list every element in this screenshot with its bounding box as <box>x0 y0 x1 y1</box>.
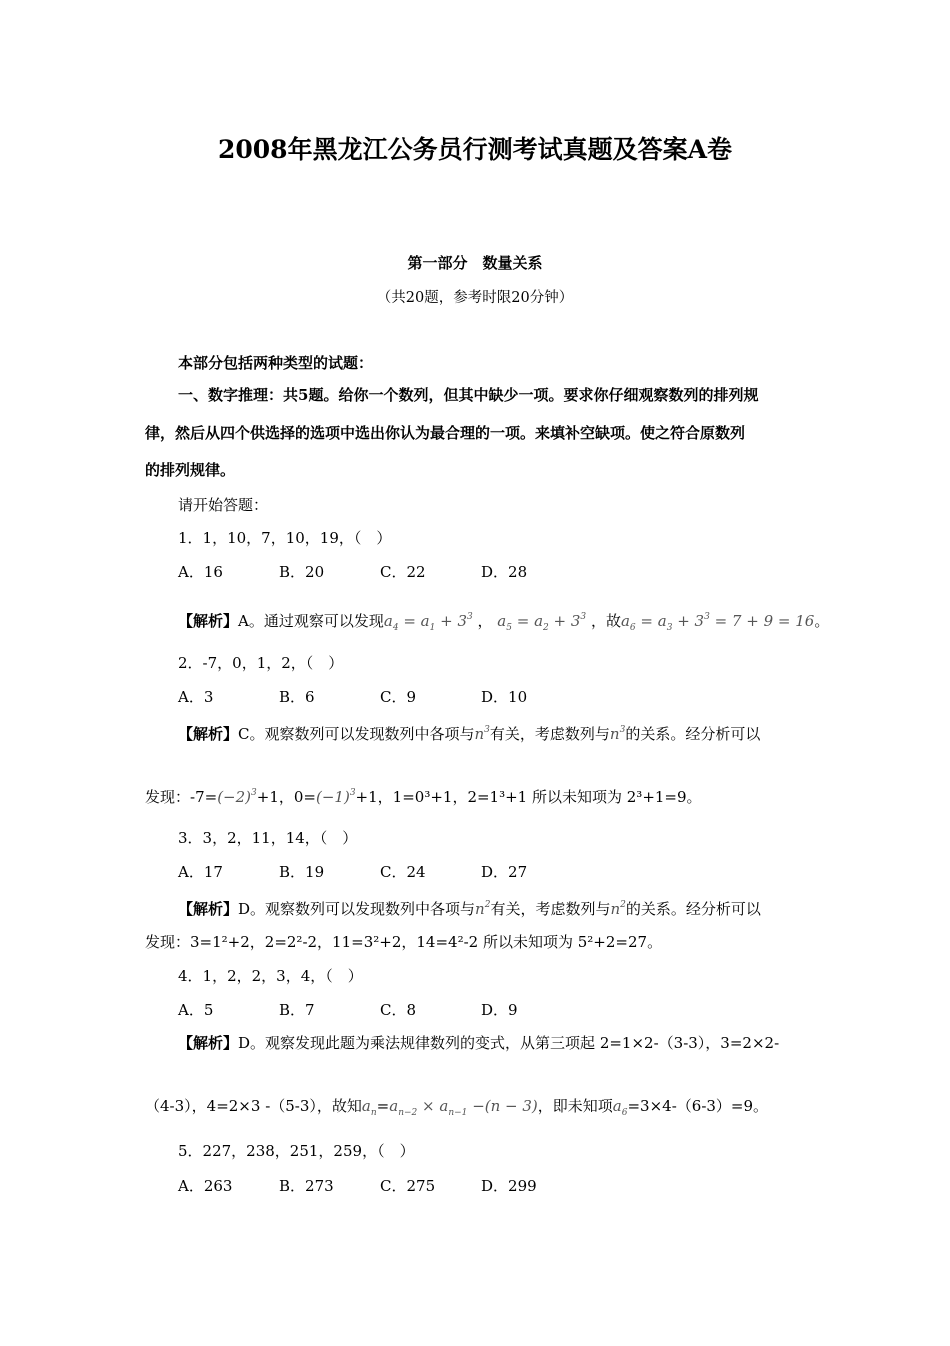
question-2-stem: 2．-7，0，1，2，（ ） <box>178 654 344 672</box>
option-a: A．5 <box>178 1001 214 1019</box>
option-b: B．273 <box>279 1177 334 1195</box>
section-note: （共20题，参考时限20分钟） <box>376 290 574 306</box>
start-prompt: 请开始答题： <box>178 496 269 514</box>
option-a: A．3 <box>178 688 214 706</box>
analysis-text: 的关系。经分析可以 <box>625 900 761 918</box>
option-c: C．8 <box>380 1001 417 1019</box>
option-c: C．9 <box>380 688 417 706</box>
analysis-text: +1，0= <box>256 788 316 806</box>
analysis-text: D。观察数列可以发现数列中各项与 <box>238 900 476 918</box>
question-3-analysis-line-2: 发现：3=1²+2，2=2²-2，11=3²+2，14=4²-2 所以未知项为 5²+2=27。 <box>145 933 663 951</box>
question-5-options <box>178 1176 582 1196</box>
question-2-options <box>178 687 582 707</box>
analysis-text: =3×4-（6-3）=9。 <box>627 1097 769 1115</box>
formula: $a_n$ <box>361 1097 377 1118</box>
option-d: D．27 <box>481 863 528 881</box>
question-2-analysis-line-2 <box>145 783 702 807</box>
intro-line-3: 律，然后从四个供选择的选项中选出你认为最合理的一项。来填补空缺项。使之符合原数列 <box>145 424 746 442</box>
option-d: D．28 <box>481 563 528 581</box>
analysis-text: （4-3），4=2×3 -（5-3），故知 <box>145 1097 362 1115</box>
question-1-analysis: 【解析】A。通过观察可以发现$a_4 = a_1 + 3^3$ ， $a_5 = a_2 + 3^3$ ，故$a_6 = a_3 + 3^3 = 7 + 9 = 16$。 <box>178 612 830 633</box>
option-d: D．299 <box>481 1177 537 1195</box>
analysis-text: 有关，考虑数列与 <box>489 725 610 743</box>
option-a: A．16 <box>178 563 223 581</box>
formula: $n^3$ <box>609 725 626 743</box>
question-3-options <box>178 862 582 882</box>
option-b: B．6 <box>279 688 315 706</box>
question-4-analysis <box>178 1033 779 1053</box>
intro-line-1: 本部分包括两种类型的试题： <box>178 354 374 372</box>
analysis-text: +1，1=0³+1，2=1³+1 所以未知项为 2³+1=9。 <box>355 788 702 806</box>
question-3-stem: 3．3，2，11，14，（ ） <box>178 829 358 847</box>
option-c: C．24 <box>380 863 426 881</box>
question-1-stem: 1．1，10，7，10，19，（ ） <box>178 529 392 547</box>
option-b: B．20 <box>279 563 325 581</box>
formula: $n^2$ <box>610 900 626 918</box>
question-3-analysis <box>178 895 761 919</box>
option-a: A．263 <box>178 1177 233 1195</box>
option-a: A．17 <box>178 863 223 881</box>
analysis-label: 【解析】 <box>178 900 239 918</box>
analysis-text: 有关，考虑数列与 <box>490 900 611 918</box>
formula: $(-1)^3$ <box>315 788 356 806</box>
option-d: D．9 <box>481 1001 518 1019</box>
analysis-text: A。通过观察可以发现 <box>238 612 384 630</box>
analysis-label: 【解析】 <box>178 612 239 630</box>
formula: $a_4 = a_1 + 3^3$ <box>383 612 473 633</box>
question-5-stem: 5．227，238，251，259，（ ） <box>178 1142 415 1160</box>
question-4-options <box>178 1000 582 1020</box>
option-b: B．7 <box>279 1001 315 1019</box>
question-4-stem: 4．1，2，2，3，4，（ ） <box>178 967 363 985</box>
analysis-label: 【解析】 <box>178 1034 239 1052</box>
analysis-text: C。观察数列可以发现数列中各项与 <box>238 725 475 743</box>
question-1-options <box>178 562 582 582</box>
document-title: 2008年黑龙江公务员行测考试真题及答案A卷 <box>218 135 732 164</box>
option-c: C．22 <box>380 563 426 581</box>
intro-line-4: 的排列规律。 <box>145 461 236 479</box>
formula: $a_{n-2} \times a_{n-1} -(n - 3)$ <box>389 1097 538 1118</box>
formula: $n^3$ <box>474 725 490 743</box>
option-b: B．19 <box>279 863 325 881</box>
analysis-text: ，故 <box>590 612 621 630</box>
formula: $a_6 = a_3 + 3^3 = 7 + 9 = 16$ <box>620 612 815 633</box>
analysis-text: 的关系。经分析可以 <box>625 725 761 743</box>
formula: $(-2)^3$ <box>217 788 257 806</box>
analysis-text: D。观察发现此题为乘法规律数列的变式，从第三项起 2=1×2-（3-3），3=2×2- <box>238 1034 780 1052</box>
analysis-label: 【解析】 <box>178 725 239 743</box>
analysis-text: 发现：-7= <box>145 788 218 806</box>
formula: $a_5 = a_2 + 3^3$ <box>497 612 587 633</box>
formula: $n^2$ <box>475 900 491 918</box>
intro-line-2: 一、数字推理：共5题。给你一个数列，但其中缺少一项。要求你仔细观察数列的排列规 <box>178 386 759 404</box>
question-2-analysis <box>178 720 760 744</box>
option-c: C．275 <box>380 1177 436 1195</box>
formula: $a_6$ <box>612 1097 628 1118</box>
section-heading: 第一部分 数量关系 <box>407 254 543 272</box>
analysis-text: ，即未知项 <box>537 1097 613 1115</box>
question-4-analysis-line-2: （4-3），4=2×3 -（5-3），故知$a_n=a_{n-2} \times a_{n-1} -(n - 3)$，即未知项$a_6=3\times 4-(6-3)=9$。 <box>145 1097 769 1118</box>
option-d: D．10 <box>481 688 528 706</box>
